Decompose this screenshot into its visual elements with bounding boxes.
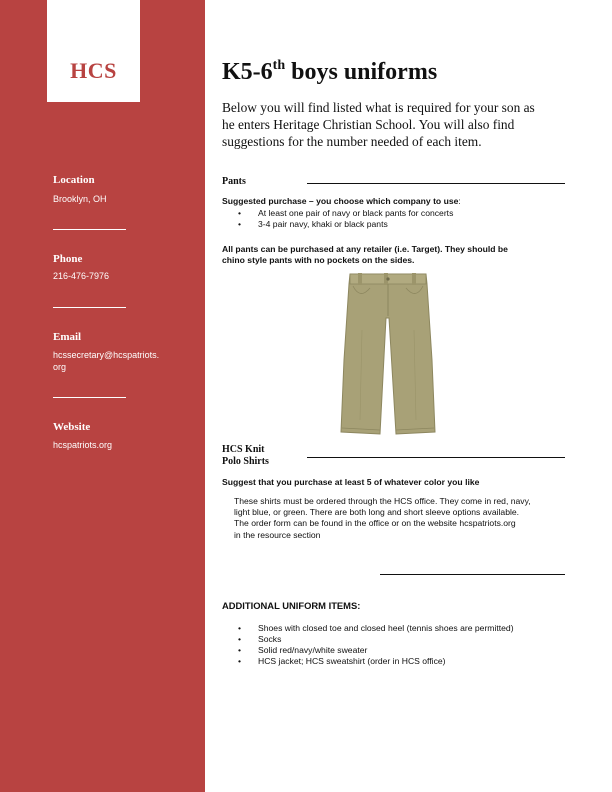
pants-bullet-list	[238, 208, 453, 230]
polo-note-line: light blue, or green. There are both long and short sleeve options available.	[234, 507, 520, 518]
section-rule	[380, 574, 565, 575]
email-value-line1: hcssecretary@hcspatriots.	[53, 350, 160, 360]
title-superscript: th	[272, 58, 286, 73]
location-label: Location	[53, 174, 95, 186]
divider	[53, 397, 126, 398]
intro-line: suggestions for the number needed of each item.	[222, 134, 482, 149]
list-item: • Socks	[238, 634, 514, 645]
title-suffix: boys uniforms	[285, 59, 438, 85]
divider	[53, 307, 126, 308]
pants-suggested-colon: :	[458, 196, 461, 206]
additional-bullet-list	[238, 623, 514, 667]
khaki-pants-image	[340, 270, 436, 445]
page-title	[222, 59, 437, 86]
email-value[interactable]	[53, 349, 173, 373]
email-label: Email	[53, 331, 82, 343]
heading-rule	[307, 457, 565, 458]
pants-suggested	[222, 196, 567, 207]
school-logo: HCS	[70, 58, 117, 83]
website-value[interactable]: hcspatriots.org	[53, 440, 113, 450]
phone-label: Phone	[53, 253, 83, 265]
pants-note-line: chino style pants with no pockets on the sides.	[222, 255, 415, 265]
pants-illustration	[340, 270, 436, 440]
list-item: • 3-4 pair navy, khaki or black pants	[238, 219, 453, 230]
polo-note	[234, 496, 569, 541]
divider	[53, 229, 126, 230]
list-item: • At least one pair of navy or black pants for concerts	[238, 208, 453, 219]
list-item: • Solid red/navy/white sweater	[238, 645, 514, 656]
pants-heading: Pants	[222, 176, 246, 187]
pants-note	[222, 244, 567, 266]
phone-value: 216-476-7976	[53, 271, 110, 281]
pants-note-line: All pants can be purchased at any retailer (i.e. Target). They should be	[222, 244, 508, 254]
polo-heading-line2: Polo Shirts	[222, 456, 269, 467]
polo-note-line: The order form can be found in the office or on the website hcspatriots.org	[234, 518, 516, 529]
polo-note-line: in the resource section	[234, 529, 321, 540]
polo-heading	[222, 444, 269, 468]
pants-suggested-bold: Suggested purchase – you choose which company to use	[222, 196, 459, 206]
website-label: Website	[53, 421, 91, 433]
location-value: Brooklyn, OH	[53, 194, 107, 204]
heading-rule	[307, 183, 565, 184]
polo-suggest: Suggest that you purchase at least 5 of whatever color you like	[222, 477, 480, 487]
title-prefix: K5-6	[222, 59, 273, 85]
intro-paragraph	[222, 99, 567, 150]
polo-heading-line1: HCS Knit	[222, 444, 265, 455]
list-item: • HCS jacket; HCS sweatshirt (order in HCS office)	[238, 656, 514, 667]
sidebar	[0, 0, 205, 792]
additional-heading: ADDITIONAL UNIFORM ITEMS:	[222, 600, 361, 611]
intro-line: Below you will find listed what is required for your son as	[222, 100, 535, 115]
email-value-line2: org	[53, 362, 67, 372]
polo-note-line: These shirts must be ordered through the HCS office. They come in red, navy,	[234, 496, 531, 506]
logo-box	[47, 0, 140, 102]
list-item: • Shoes with closed toe and closed heel (tennis shoes are permitted)	[238, 623, 514, 634]
intro-line: he enters Heritage Christian School. You will also find	[222, 117, 515, 132]
